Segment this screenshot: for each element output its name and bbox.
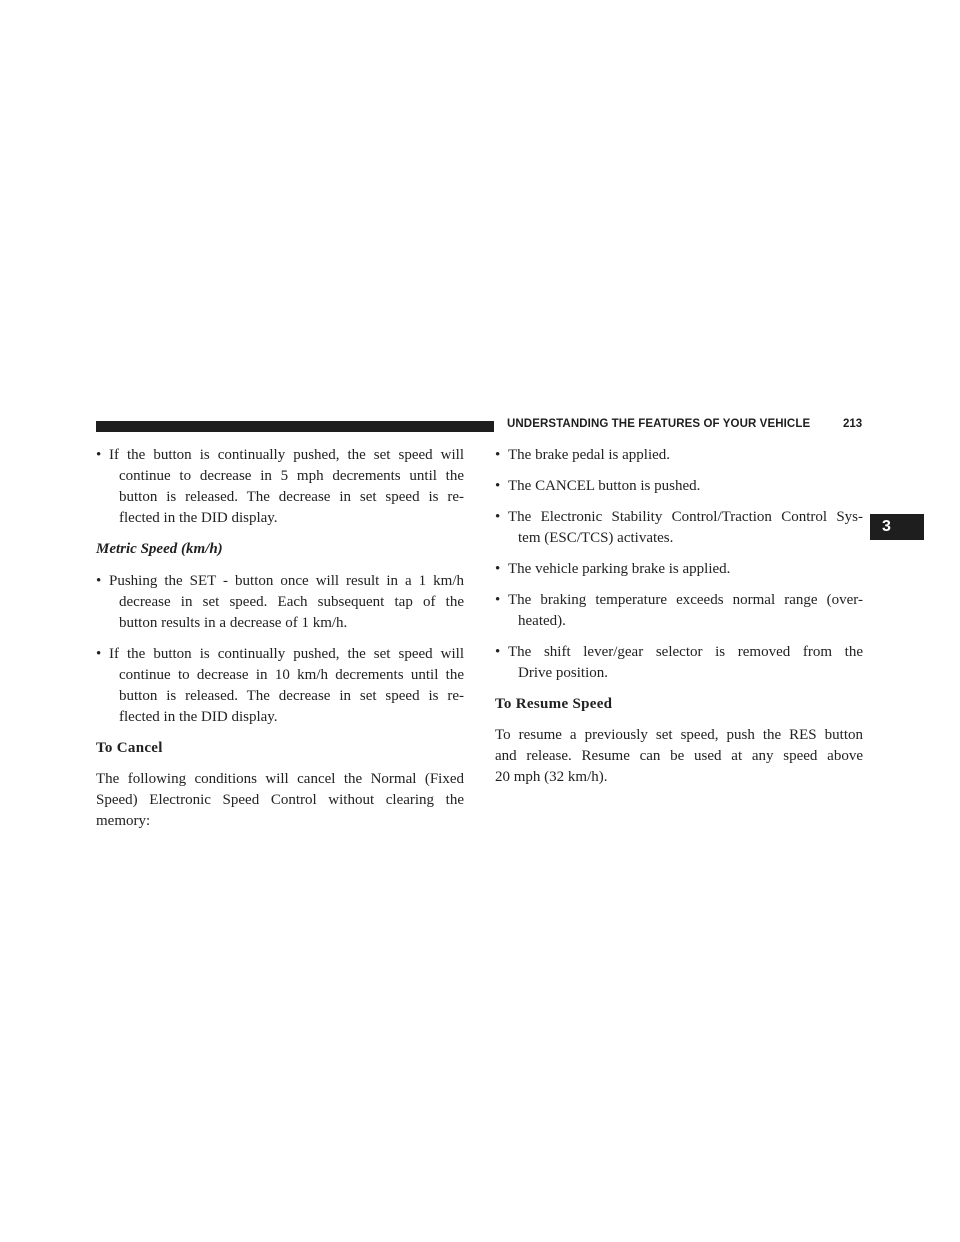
bullet-icon: •	[96, 646, 102, 662]
text-line: flected in the DID display.	[119, 510, 278, 526]
bullet-icon: •	[96, 447, 102, 463]
text-line: continue to decrease in 5 mph decrements until the	[119, 468, 464, 484]
bullet-icon: •	[96, 573, 102, 589]
bullet-item	[495, 590, 863, 632]
text-line: button is released. The decrease in set speed is re-	[119, 489, 464, 505]
bullet-icon: •	[495, 592, 501, 608]
section-heading-cancel: To Cancel	[96, 740, 163, 756]
header-bar	[96, 421, 494, 432]
bullet-icon: •	[495, 509, 501, 525]
text-line: Pushing the SET - button once will result in a 1 km/h	[109, 573, 464, 589]
bullet-icon: •	[495, 561, 501, 577]
bullet-item	[96, 445, 464, 529]
paragraph-cancel	[96, 769, 464, 832]
text-line: The braking temperature exceeds normal range (over-	[508, 592, 863, 608]
text-line: flected in the DID display.	[119, 709, 278, 725]
text-line: The following conditions will cancel the Normal (Fixed	[96, 771, 464, 787]
page-number: 213	[843, 418, 863, 430]
section-heading-metric: Metric Speed (km/h)	[96, 541, 223, 557]
text-line: decrease in set speed. Each subsequent tap of the	[119, 594, 464, 610]
text-line: 20 mph (32 km/h).	[495, 769, 608, 785]
text-line: The brake pedal is applied.	[508, 447, 671, 463]
text-line: The vehicle parking brake is applied.	[508, 561, 731, 577]
text-line: If the button is continually pushed, the set speed will	[109, 646, 464, 662]
text-line: heated).	[518, 613, 566, 629]
text-line: and release. Resume can be used at any speed above	[495, 748, 863, 764]
bullet-item	[96, 571, 464, 634]
text-line: The CANCEL button is pushed.	[508, 478, 701, 494]
text-line: continue to decrease in 10 km/h decrements until the	[119, 667, 464, 683]
section-heading-resume: To Resume Speed	[495, 696, 613, 712]
text-line: button results in a decrease of 1 km/h.	[119, 615, 348, 631]
bullet-item	[495, 642, 863, 684]
text-line: If the button is continually pushed, the set speed will	[109, 447, 464, 463]
paragraph-resume	[495, 725, 863, 788]
header-title: UNDERSTANDING THE FEATURES OF YOUR VEHICLE	[507, 418, 811, 430]
text-line: The Electronic Stability Control/Traction Control Sys-	[508, 509, 863, 525]
bullet-item	[495, 507, 863, 549]
bullet-item	[96, 644, 464, 728]
text-line: Speed) Electronic Speed Control without clearing the	[96, 792, 464, 808]
bullet-icon: •	[495, 478, 501, 494]
text-line: button is released. The decrease in set speed is re-	[119, 688, 464, 704]
right-column	[495, 445, 863, 798]
bullet-icon: •	[495, 644, 501, 660]
text-line: memory:	[96, 813, 151, 829]
left-column	[96, 445, 464, 842]
bullet-item	[495, 445, 863, 466]
text-line: tem (ESC/TCS) activates.	[518, 530, 674, 546]
text-line: Drive position.	[518, 665, 608, 681]
bullet-item	[495, 476, 863, 497]
text-line: To resume a previously set speed, push the RES button	[495, 727, 863, 743]
text-line: The shift lever/gear selector is removed from the	[508, 644, 863, 660]
bullet-item	[495, 559, 863, 580]
chapter-tab: 3	[870, 514, 924, 540]
bullet-icon: •	[495, 447, 501, 463]
